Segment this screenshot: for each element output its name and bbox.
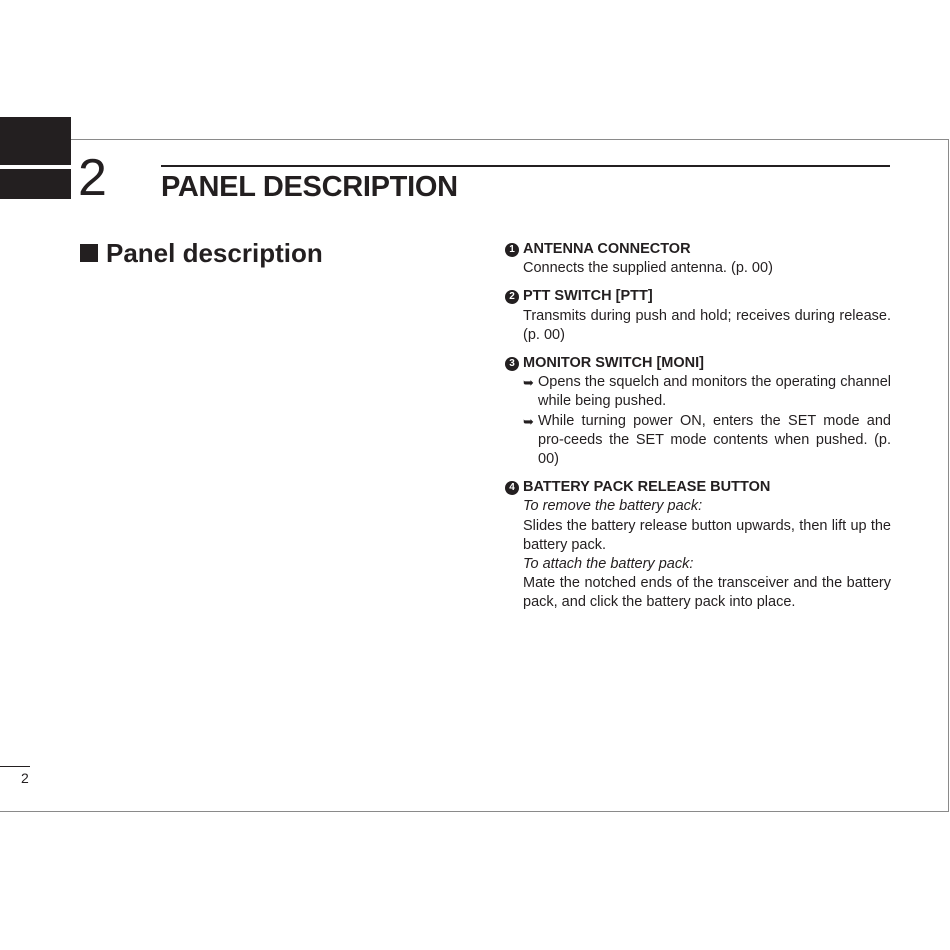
item-body: Connects the supplied antenna. (p. 00) <box>523 260 773 277</box>
item-body: Transmits during push and hold; receives during release. (p. 00) <box>523 307 891 343</box>
list-item-monitor <box>505 354 891 469</box>
remove-label: To remove the battery pack: <box>523 498 703 515</box>
list-item-battery-release <box>505 478 891 612</box>
bullet-text: Opens the squelch and monitors the operating channel while being pushed. <box>538 374 891 410</box>
chapter-tab-top <box>0 117 71 165</box>
chapter-tab-bottom <box>0 169 71 199</box>
list-item-ptt <box>505 287 891 345</box>
item-heading: MONITOR SWITCH [MONI] <box>523 355 704 372</box>
item-heading: BATTERY PACK RELEASE BUTTON <box>523 479 771 496</box>
bullet-line <box>523 412 891 470</box>
section-square-icon <box>80 244 98 262</box>
item-heading: PTT SWITCH [PTT] <box>523 288 653 305</box>
number-badge-icon: 1 <box>505 243 519 257</box>
section-heading <box>80 236 323 270</box>
bullet-text: While turning power ON, enters the SET mode and pro-ceeds the SET mode contents when pushed. (p. 00) <box>538 412 891 468</box>
title-rule <box>161 165 890 167</box>
number-badge-icon: 3 <box>505 357 519 371</box>
chapter-number: 2 <box>78 149 107 207</box>
list-item-antenna <box>505 240 891 278</box>
page-number: 2 <box>21 770 29 786</box>
section-title: Panel description <box>106 238 323 268</box>
remove-text: Slides the battery release button upwards, then lift up the battery pack. <box>523 517 891 553</box>
attach-label: To attach the battery pack: <box>523 556 694 573</box>
attach-text: Mate the notched ends of the transceiver and the battery pack, and click the battery pack into place. <box>523 575 891 611</box>
arrow-bullet-icon: ➥ <box>523 413 534 429</box>
number-badge-icon: 2 <box>505 290 519 304</box>
description-list <box>505 240 891 622</box>
number-badge-icon: 4 <box>505 481 519 495</box>
item-heading: ANTENNA CONNECTOR <box>523 241 691 257</box>
page-number-rule <box>0 766 30 767</box>
arrow-bullet-icon: ➥ <box>523 375 534 391</box>
chapter-title: PANEL DESCRIPTION <box>161 171 458 203</box>
bullet-line <box>523 373 891 411</box>
